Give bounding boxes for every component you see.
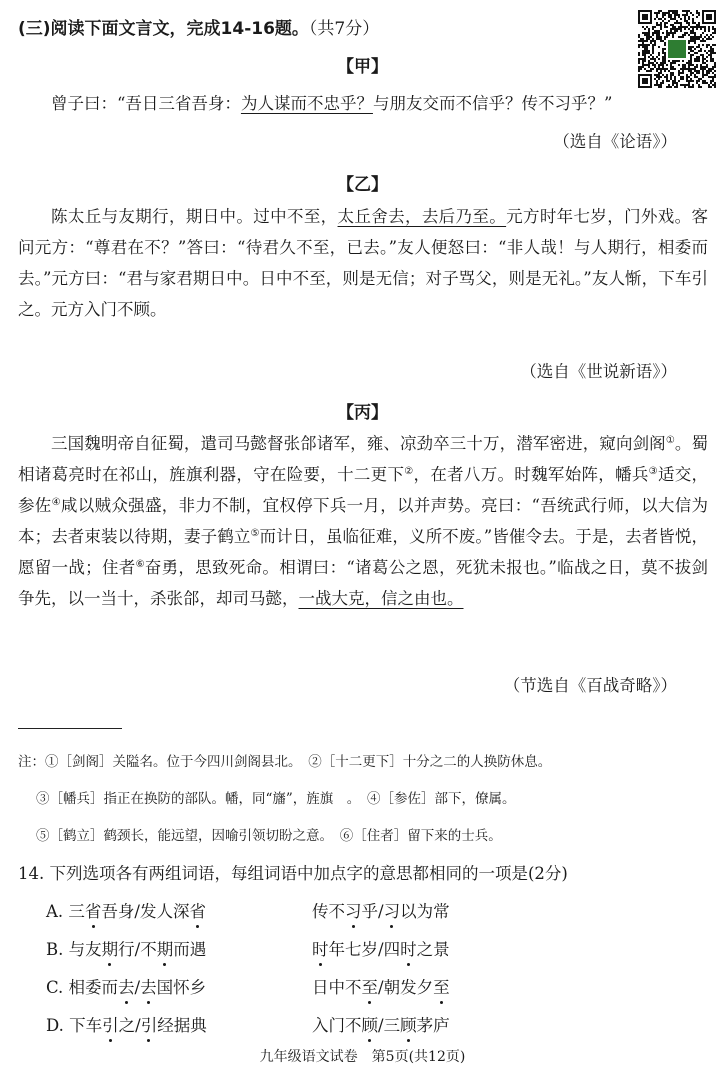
- passage-jia-source: （选自《论语》）: [553, 132, 677, 151]
- note-line-1: 注：①［剑阁］关隘名。位于今四川剑阁县北。 ②［十二更下］十分之二的人换防休息。: [18, 754, 552, 770]
- option-d-left[interactable]: D. 下车引之/引经据典: [46, 1012, 207, 1036]
- passage-bing-text: 三国魏明帝自征蜀，遣司马懿督张郃诸军，雍、凉劲卒三十万，潜军密进，窥向剑阁①。蜀相诸葛亮时在祁山，旌旗利器，守在险要，十二更下②，在者八万。时魏军始阵，幡兵③适交，参佐④咸以贼众强盛，非力不制，宜权停下兵一月，以并声势。亮曰：“吾统武行师，以大信为本；去者束装以待期，妻子鹤立⑤而计日，虽临征难，义所不废。”皆催令去。于是，去者皆悦，愿留一战；住者⑥奋勇，思致死命。相谓曰：“诸葛公之恩，死犹未报也。”临战之日，莫不拔剑争先，以一当十，杀张郃，却司马懿，一战大克，信之由也。: [18, 434, 709, 608]
- page-footer: 九年级语文试卷 第5页(共12页): [259, 1049, 466, 1065]
- option-b-left[interactable]: B. 与友期行/不期而遇: [46, 936, 206, 960]
- section-points: （共7分）: [308, 19, 380, 39]
- passage-jia-text: 曾子曰：“吾日三省吾身：为人谋而不忠乎？与朋友交而不信乎？传不习乎？”: [51, 94, 613, 113]
- passage-bing-title: 【丙】: [337, 403, 388, 423]
- passage-bing-source: （节选自《百战奇略》）: [503, 676, 677, 695]
- notes-divider: [18, 728, 122, 729]
- option-d-right: 入门不顾/三顾茅庐: [312, 1012, 450, 1036]
- section-title: (三)阅读下面文言文，完成14-16题。: [18, 19, 309, 39]
- qr-code-icon: [636, 8, 718, 90]
- question-14-stem: 14. 下列选项各有两组词语，每组词语中加点字的意思都相同的一项是(2分): [18, 864, 568, 883]
- passage-jia-title: 【甲】: [337, 57, 388, 77]
- passage-yi-source: （选自《世说新语》）: [520, 362, 677, 381]
- passage-yi-title: 【乙】: [337, 175, 388, 195]
- section-heading: [18, 14, 379, 39]
- option-a-left[interactable]: A. 三省吾身/发人深省: [46, 898, 206, 922]
- option-b-right: 时年七岁/四时之景: [312, 936, 450, 960]
- option-c-left[interactable]: C. 相委而去/去国怀乡: [46, 974, 206, 998]
- option-a-right: 传不习乎/习以为常: [312, 898, 450, 922]
- passage-yi-text: 陈太丘与友期行，期日中。过中不至，太丘舍去，去后乃至。元方时年七岁，门外戏。客问元方：“尊君在不？”答曰：“待君久不至，已去。”友人便怒曰：“非人哉！与人期行，相委而去。”元方曰：“君与家君期日中。日中不至，则是无信；对子骂父，则是无礼。”友人惭，下车引之。元方入门不顾。: [18, 207, 709, 319]
- note-line-2: ③［幡兵］指正在换防的部队。幡，同“旛”，旌旗 。 ④［参佐］部下，僚属。: [36, 791, 516, 807]
- option-c-right: 日中不至/朝发夕至: [312, 974, 450, 998]
- note-line-3: ⑤［鹤立］鹤颈长，能远望，因喻引领切盼之意。 ⑥［住者］留下来的士兵。: [36, 828, 502, 844]
